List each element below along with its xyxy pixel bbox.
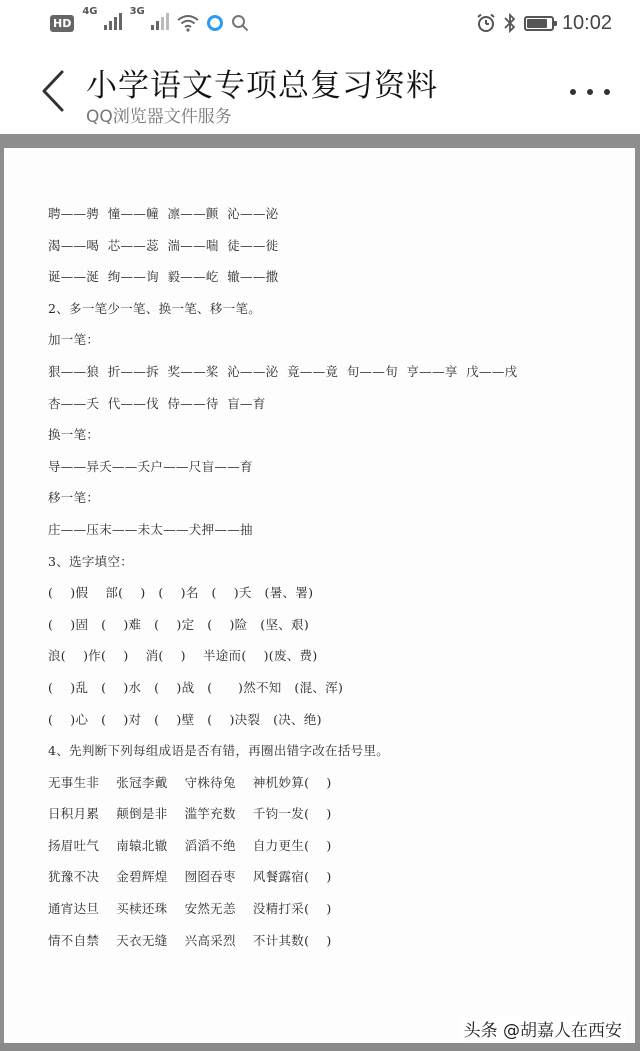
doc-line: 2、多一笔少一笔、换一笔、移一笔。 bbox=[48, 300, 262, 316]
doc-line: 4、先判断下列每组成语是否有错，再圈出错字改在括号里。 bbox=[48, 743, 390, 759]
signal-4g bbox=[82, 5, 121, 35]
doc-line: 狠——狼 折——拆 奖——桨 沁——泌 竟——竟 旬——旬 亨——享 戊——戌 bbox=[48, 363, 518, 379]
status-right bbox=[476, 12, 612, 35]
more-options-button[interactable] bbox=[570, 86, 610, 98]
doc-line: 无事生非 张冠李戴 守株待兔 神机妙算( ) bbox=[48, 774, 332, 790]
doc-line: ( )心 ( )对 ( )壁 ( )决裂 (决、绝) bbox=[48, 711, 322, 727]
document-page[interactable] bbox=[4, 148, 635, 1043]
hd-badge: HD bbox=[50, 15, 74, 32]
doc-line: ( )乱 ( )水 ( )战 ( )然不知 (混、浑) bbox=[48, 679, 344, 695]
doc-line: 加一笔： bbox=[48, 332, 100, 348]
doc-line: 移一笔： bbox=[48, 490, 100, 506]
battery-icon bbox=[524, 16, 554, 31]
chevron-left-icon bbox=[36, 68, 72, 114]
wifi-icon bbox=[177, 14, 199, 32]
signal-bars-icon bbox=[104, 12, 122, 30]
qq-browser-icon bbox=[207, 15, 223, 31]
doc-line: 换一笔： bbox=[48, 427, 100, 443]
doc-line: 浪( )作( ) 消( ) 半途而( )(废、费) bbox=[48, 648, 318, 664]
doc-line: 3、选字填空： bbox=[48, 553, 134, 569]
network-4g-label: 4G bbox=[82, 5, 98, 17]
doc-line: 庄——压末——未太——犬押——抽 bbox=[48, 521, 253, 537]
doc-line: 杏——夭 代——伐 侍——待 盲—育 bbox=[48, 395, 266, 411]
more-dot-icon bbox=[570, 89, 576, 95]
status-bar bbox=[0, 0, 640, 46]
doc-line: 日积月累 颠倒是非 滥竽充数 千钧一发( ) bbox=[48, 806, 332, 822]
more-dot-icon bbox=[604, 89, 610, 95]
alarm-icon bbox=[476, 13, 496, 33]
signal-bars-icon bbox=[151, 12, 169, 30]
doc-line: 情不自禁 天衣无缝 兴高采烈 不计其数( ) bbox=[48, 932, 332, 948]
page-title: 小学语文专项总复习资料 bbox=[86, 68, 438, 104]
document-text bbox=[48, 204, 625, 962]
doc-line: 渴——喝 芯——蕊 湍——喘 徒——徙 bbox=[48, 237, 279, 253]
doc-line: 犹豫不决 金碧辉煌 囫囵吞枣 风餐露宿( ) bbox=[48, 869, 332, 885]
page-subtitle: QQ浏览器文件服务 bbox=[86, 107, 232, 127]
doc-line: 扬眉吐气 南辕北辙 滔滔不绝 自力更生( ) bbox=[48, 837, 332, 853]
doc-line: 通宵达旦 买椟还珠 安然无恙 没精打采( ) bbox=[48, 901, 332, 917]
doc-line: ( )假 部( ) ( )名 ( )夭 (暑、署) bbox=[48, 585, 314, 601]
search-icon bbox=[231, 14, 249, 32]
more-dot-icon bbox=[587, 89, 593, 95]
doc-line: ( )固 ( )难 ( )定 ( )险 (坚、艰) bbox=[48, 616, 310, 632]
bluetooth-icon bbox=[504, 13, 516, 33]
status-left bbox=[50, 5, 249, 35]
doc-line: 导——异夭——夭户——尺盲——育 bbox=[48, 458, 253, 474]
app-header bbox=[0, 46, 640, 134]
watermark: 头条 @胡嘉人在西安 bbox=[460, 1016, 626, 1041]
signal-3g bbox=[129, 5, 169, 35]
doc-line: 诞——涎 绚——询 毅——屹 辙——撒 bbox=[48, 269, 279, 285]
clock-time: 10:02 bbox=[561, 11, 612, 34]
bottom-frame-edge bbox=[0, 1043, 640, 1051]
network-3g-label: 3G bbox=[129, 5, 145, 17]
battery-level bbox=[527, 19, 547, 28]
doc-line: 聘——骋 憧——幢 凛——颤 沁——泌 bbox=[48, 206, 279, 221]
back-button[interactable] bbox=[36, 68, 72, 114]
